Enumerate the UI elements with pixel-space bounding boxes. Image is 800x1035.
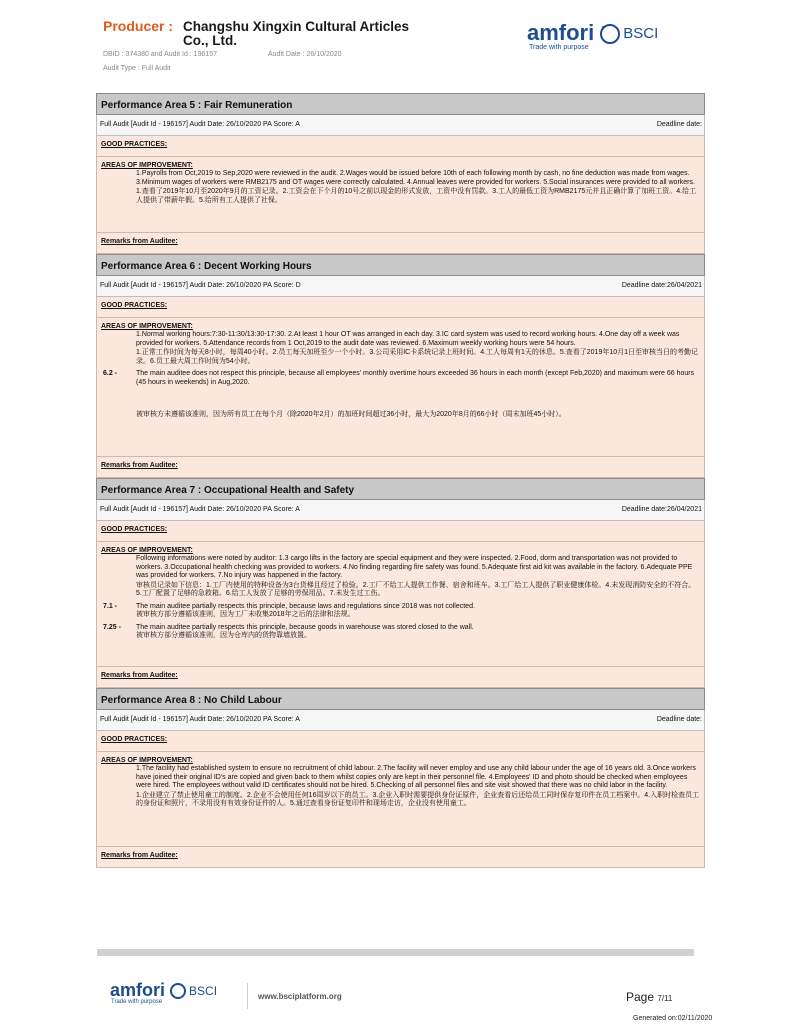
performance-area-7 [96,478,705,688]
footer-logo-bsci: BSCI [189,983,218,998]
logo-word: amfori [527,20,595,45]
finding-text-cn: 被审核方部分遵循该准则，因为工厂未收集2018年之后的法律和法规。 [136,611,355,618]
aoi-heading: AREAS OF IMPROVEMENT: [101,757,193,764]
good-practices-section [96,731,705,752]
performance-area-5 [96,93,705,254]
good-practices-heading: GOOD PRACTICES: [101,302,168,309]
aoi-text-cn: 1.查看了2019年10月至2020年9月的工资记录。2.工资会在下个月的10号之前以现金的形式发放，工资中没有罚款。3.工人的最低工资为RMB2175元并且正确计算了加班工资。4.给工人提供了带薪年假。5.给所有工人提供了社保。 [136,188,697,204]
finding-text-cn: 被审核方部分遵循该准则，因为仓库内的货物靠墙放置。 [136,632,311,639]
deadline-date: Deadline date:26/04/2021 [621,282,702,289]
finding-number: 7.1 - [103,602,118,610]
area-title: Performance Area 7 : Occupational Health and Safety [96,478,705,500]
logo-tagline: Trade with purpose [529,44,589,51]
bsci-circle-icon [600,24,620,44]
area-summary-row [96,276,705,297]
good-practices-heading: GOOD PRACTICES: [101,526,168,533]
page-indicator [626,990,672,1004]
producer-label: Producer : [103,18,174,34]
area-summary: Full Audit [Audit Id - 196157] Audit Date: 26/10/2020 PA Score: A [100,121,300,128]
area-summary-row [96,710,705,731]
area-summary-row [96,500,705,521]
remarks-heading: Remarks from Auditee: [101,672,178,679]
footer-bsci-circle-icon [170,983,186,999]
aoi-heading: AREAS OF IMPROVEMENT: [101,162,193,169]
page-number: 7/11 [657,994,673,1003]
remarks-heading: Remarks from Auditee: [101,462,178,469]
good-practices-heading: GOOD PRACTICES: [101,736,168,743]
finding-number: 6.2 - [103,370,118,377]
logo-bsci: BSCI [623,25,659,42]
footer-divider [97,949,694,956]
aoi-text-cn: 审核员记录如下信息：1.工厂内使用的特种设备为3台货梯且经过了检验。2.工厂不给工人提供工作餐、宿舍和班车。3.工厂给工人提供了职业健康体检。4.未发现消防安全的不符合。5.工厂配置了足够的急救箱。6.给工人发放了足够的劳保用品。7.未发生过工伤。 [136,581,696,597]
footer-logo-word: amfori [110,980,166,1000]
generated-date: Generated on:02/11/2020 [633,1015,713,1022]
finding-text-en: The main auditee partially respects this principle, because goods in warehouse was stored closed to the wall. [136,623,474,631]
aoi-text-en: Following informations were noted by auditor: 1.3 cargo lifts in the factory are special equipment and they were inspected. 2.Food, dorm and transportation was not provided to workers. 3.Occupational health checking was provided to workers. 4.No finding regarding fire safety was found. 5.Adequate first aid kit was available in the factory. 6.Adequate PPE was provided for workers. 7.No injury was happened in the factory. [136,555,693,579]
area-summary: Full Audit [Audit Id - 196157] Audit Date: 26/10/2020 PA Score: A [100,716,300,723]
finding-number: 7.25 - [103,623,121,631]
aoi-heading: AREAS OF IMPROVEMENT: [101,323,193,330]
finding-text-en: The main auditee does not respect this principle, because all employees' monthly overtime hours exceeded 36 hours in each month (except Feb,2020) and maximum were 66 hours (45 hours in weekends) in Aug,2020. [136,370,695,386]
area-title: Performance Area 8 : No Child Labour [96,688,705,710]
remarks-heading: Remarks from Auditee: [101,238,178,245]
area-summary: Full Audit [Audit Id - 196157] Audit Date: 26/10/2020 PA Score: D [100,282,301,289]
deadline-date: Deadline date:26/04/2021 [621,506,702,513]
aoi-text-cn: 1.企业建立了禁止使用童工的制度。2.企业不会使用任何16周岁以下的员工。3.企业入职时需要提供身份证原件，企业查看后还给员工同时保存复印件在员工档案中。4.入职时检查员工的身份证和照片，不录用没有有效身份证件的人。5.通过查看身份证复印件和现场走访，企业没有使用童工。 [136,791,700,807]
remarks-heading: Remarks from Auditee: [101,852,178,859]
good-practices-section [96,297,705,318]
deadline-date: Deadline date: [656,716,702,723]
finding-text-cn: 被审核方未遵循该准则，因为所有员工在每个月（除2020年2月）的加班时间超过36小时，最大为2020年8月的66小时（周末加班45小时）。 [136,411,566,418]
good-practices-heading: GOOD PRACTICES: [101,141,168,148]
aoi-heading: AREAS OF IMPROVEMENT: [101,547,193,554]
footer-url[interactable]: www.bsciplatform.org [258,992,342,1001]
performance-area-8 [96,688,705,868]
performance-area-6 [96,254,705,478]
finding-item [101,603,700,620]
remarks-section [96,847,705,868]
areas-of-improvement-section [96,318,705,457]
area-summary: Full Audit [Audit Id - 196157] Audit Date: 26/10/2020 PA Score: A [100,506,300,513]
area-summary-row [96,115,705,136]
performance-areas [96,93,705,868]
finding-text-en: The main auditee partially respects this principle, because laws and regulations since 2018 was not collected. [136,602,475,610]
page-label: Page [626,990,655,1004]
footer-logo-tagline: Trade with purpose [111,999,163,1005]
audit-ids: DBID : 374380 and Audit Id : 196157 [103,51,218,58]
aoi-text-cn: 1.正常工作时间为每天8小时，每周40小时。2.员工每天加班至少一个小时。3.公司采用IC卡系统记录上班时间。4.工人每周有1天的休息。5.查看了2019年10月1日至审核当日的考勤记录。6.员工最大周工作时间为54小时。 [136,349,699,365]
aoi-text-en: 1.Normal working hours:7:30-11:30/13:30-17:30. 2.At least 1 hour OT was arranged in each day. 3.IC card system was used to record working hours. 4.One day off a week was provided for workers. 5.Attendance records from 1 Oct,2019 to the audit date was reviewed. 6.Maximum weekly working hours were 54 hours. [136,331,680,347]
area-title: Performance Area 5 : Fair Remuneration [96,93,705,115]
audit-type: Audit Type : Full Audit [103,65,171,72]
producer-name: Changshu Xingxin Cultural Articles Co., Ltd. [183,19,410,48]
amfori-bsci-logo [527,22,658,51]
area-title: Performance Area 6 : Decent Working Hours [96,254,705,276]
areas-of-improvement-section [96,157,705,233]
areas-of-improvement-section [96,752,705,847]
remarks-section [96,233,705,254]
audit-date: Audit Date : 26/10/2020 [268,51,342,58]
footer-separator [247,983,248,1009]
remarks-section [96,457,705,478]
footer-amfori-bsci-logo [110,981,217,1005]
areas-of-improvement-section [96,542,705,667]
finding-item [101,624,700,641]
deadline-date: Deadline date: [656,121,702,128]
remarks-section [96,667,705,688]
aoi-text-en: 1.The facility had established system to ensure no recruitment of child labour. 2.The facility will never employ and use any child labour under the age of 16 years old. 3.Once workers have joined their original ID's are copied and given back to them whilst copies only are kept in their personnel file. 4.Employees' ID and photo should be checked when employees were hired. The employees without valid ID certificates should not be hired. 5.Checking of all personnel files and site visit showed that there was no child labor in the facility. [136,765,696,789]
good-practices-section [96,136,705,157]
good-practices-section [96,521,705,542]
finding-item [101,370,700,420]
aoi-text-en: 1.Payrolls from Oct,2019 to Sep,2020 were reviewed in the audit. 2.Wages would be issued before 10th of each following month by cash, no fine deduction was made from wages. 3.Minimum wages of workers were RMB2175 and OT wages were correctly calculated. 4.Annual leaves were provided for workers. 5.Social insurances were provided to all workers. [136,170,695,186]
